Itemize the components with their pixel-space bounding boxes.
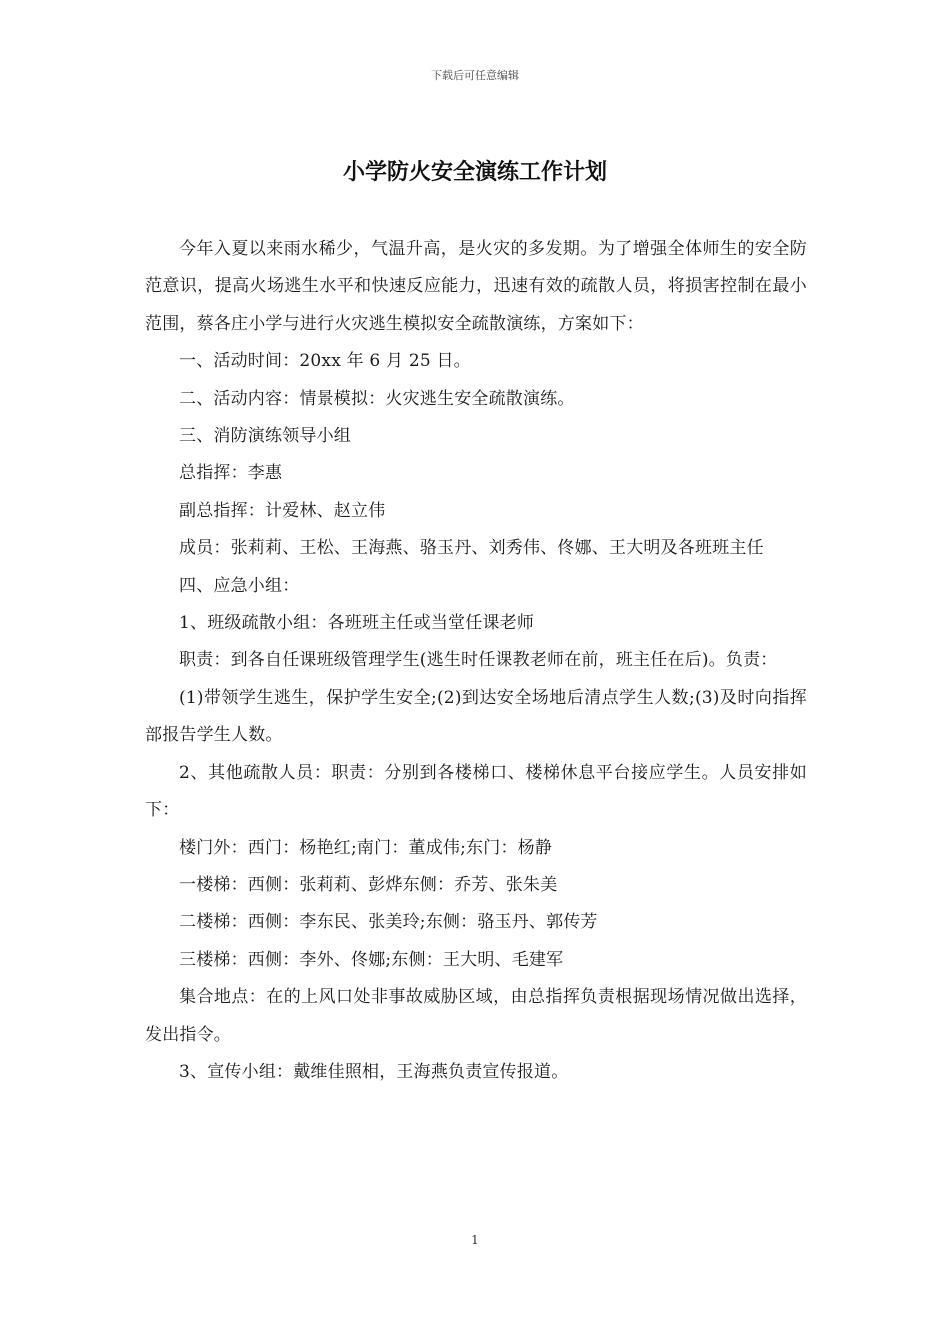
- page-header-note: 下载后可任意编辑: [431, 69, 519, 82]
- paragraph-emergency-groups: 四、应急小组：: [179, 575, 300, 596]
- paragraph-commander: 总指挥：李惠: [179, 463, 283, 484]
- paragraph-publicity-group: 3、宣传小组：戴维佳照相，王海燕负责宣传报道。: [179, 1061, 569, 1082]
- paragraph-duties: 职责：到各自任课班级管理学生(逃生时任课教老师在前，班主任在后)。负责：: [179, 650, 778, 671]
- paragraph-third-stairs: 三楼梯：西侧：李外、佟娜;东侧：王大明、毛建军: [179, 949, 564, 970]
- paragraph-assembly-point: 集合地点：在的上风口处非事故威胁区域，由总指挥负责根据现场情况做出选择，发出指令。: [145, 987, 807, 1045]
- paragraph-members: 成员：张莉莉、王松、王海燕、骆玉丹、刘秀伟、佟娜、王大明及各班班主任: [179, 538, 764, 559]
- paragraph-leadership-group: 三、消防演练领导小组: [179, 426, 351, 447]
- paragraph-activity-content: 二、活动内容：情景模拟：火灾逃生安全疏散演练。: [179, 388, 575, 409]
- document-body: [145, 231, 807, 1091]
- paragraph-second-stairs: 二楼梯：西侧：李东民、张美玲;东侧：骆玉丹、郭传芳: [179, 912, 598, 933]
- page-number: 1: [471, 1233, 479, 1247]
- paragraph-deputy-commander: 副总指挥：计爱林、赵立伟: [179, 500, 386, 521]
- paragraph-class-evacuation-group: 1、班级疏散小组：各班班主任或当堂任课老师: [179, 613, 535, 634]
- paragraph-first-stairs: 一楼梯：西侧：张莉莉、彭烨东侧：乔芳、张朱美: [179, 874, 558, 895]
- paragraph-intro: 今年入夏以来雨水稀少，气温升高，是火灾的多发期。为了增强全体师生的安全防范意识，提高火场逃生水平和快速反应能力，迅速有效的疏散人员，将损害控制在最小范围，蔡各庄小学与进行火灾逃生模拟安全疏散演练，方案如下：: [145, 239, 807, 334]
- paragraph-activity-time: 一、活动时间：20xx 年 6 月 25 日。: [179, 351, 471, 372]
- paragraph-duty-list: (1)带领学生逃生，保护学生安全;(2)到达安全场地后清点学生人数;(3)及时向指挥部报告学生人数。: [145, 687, 807, 746]
- paragraph-other-evacuation-staff: 2、其他疏散人员：职责：分别到各楼梯口、楼梯休息平台接应学生。人员安排如下：: [145, 762, 807, 821]
- document-title: 小学防火安全演练工作计划: [342, 160, 607, 185]
- paragraph-building-doors: 楼门外：西门：杨艳红;南门：董成伟;东门：杨静: [179, 837, 553, 858]
